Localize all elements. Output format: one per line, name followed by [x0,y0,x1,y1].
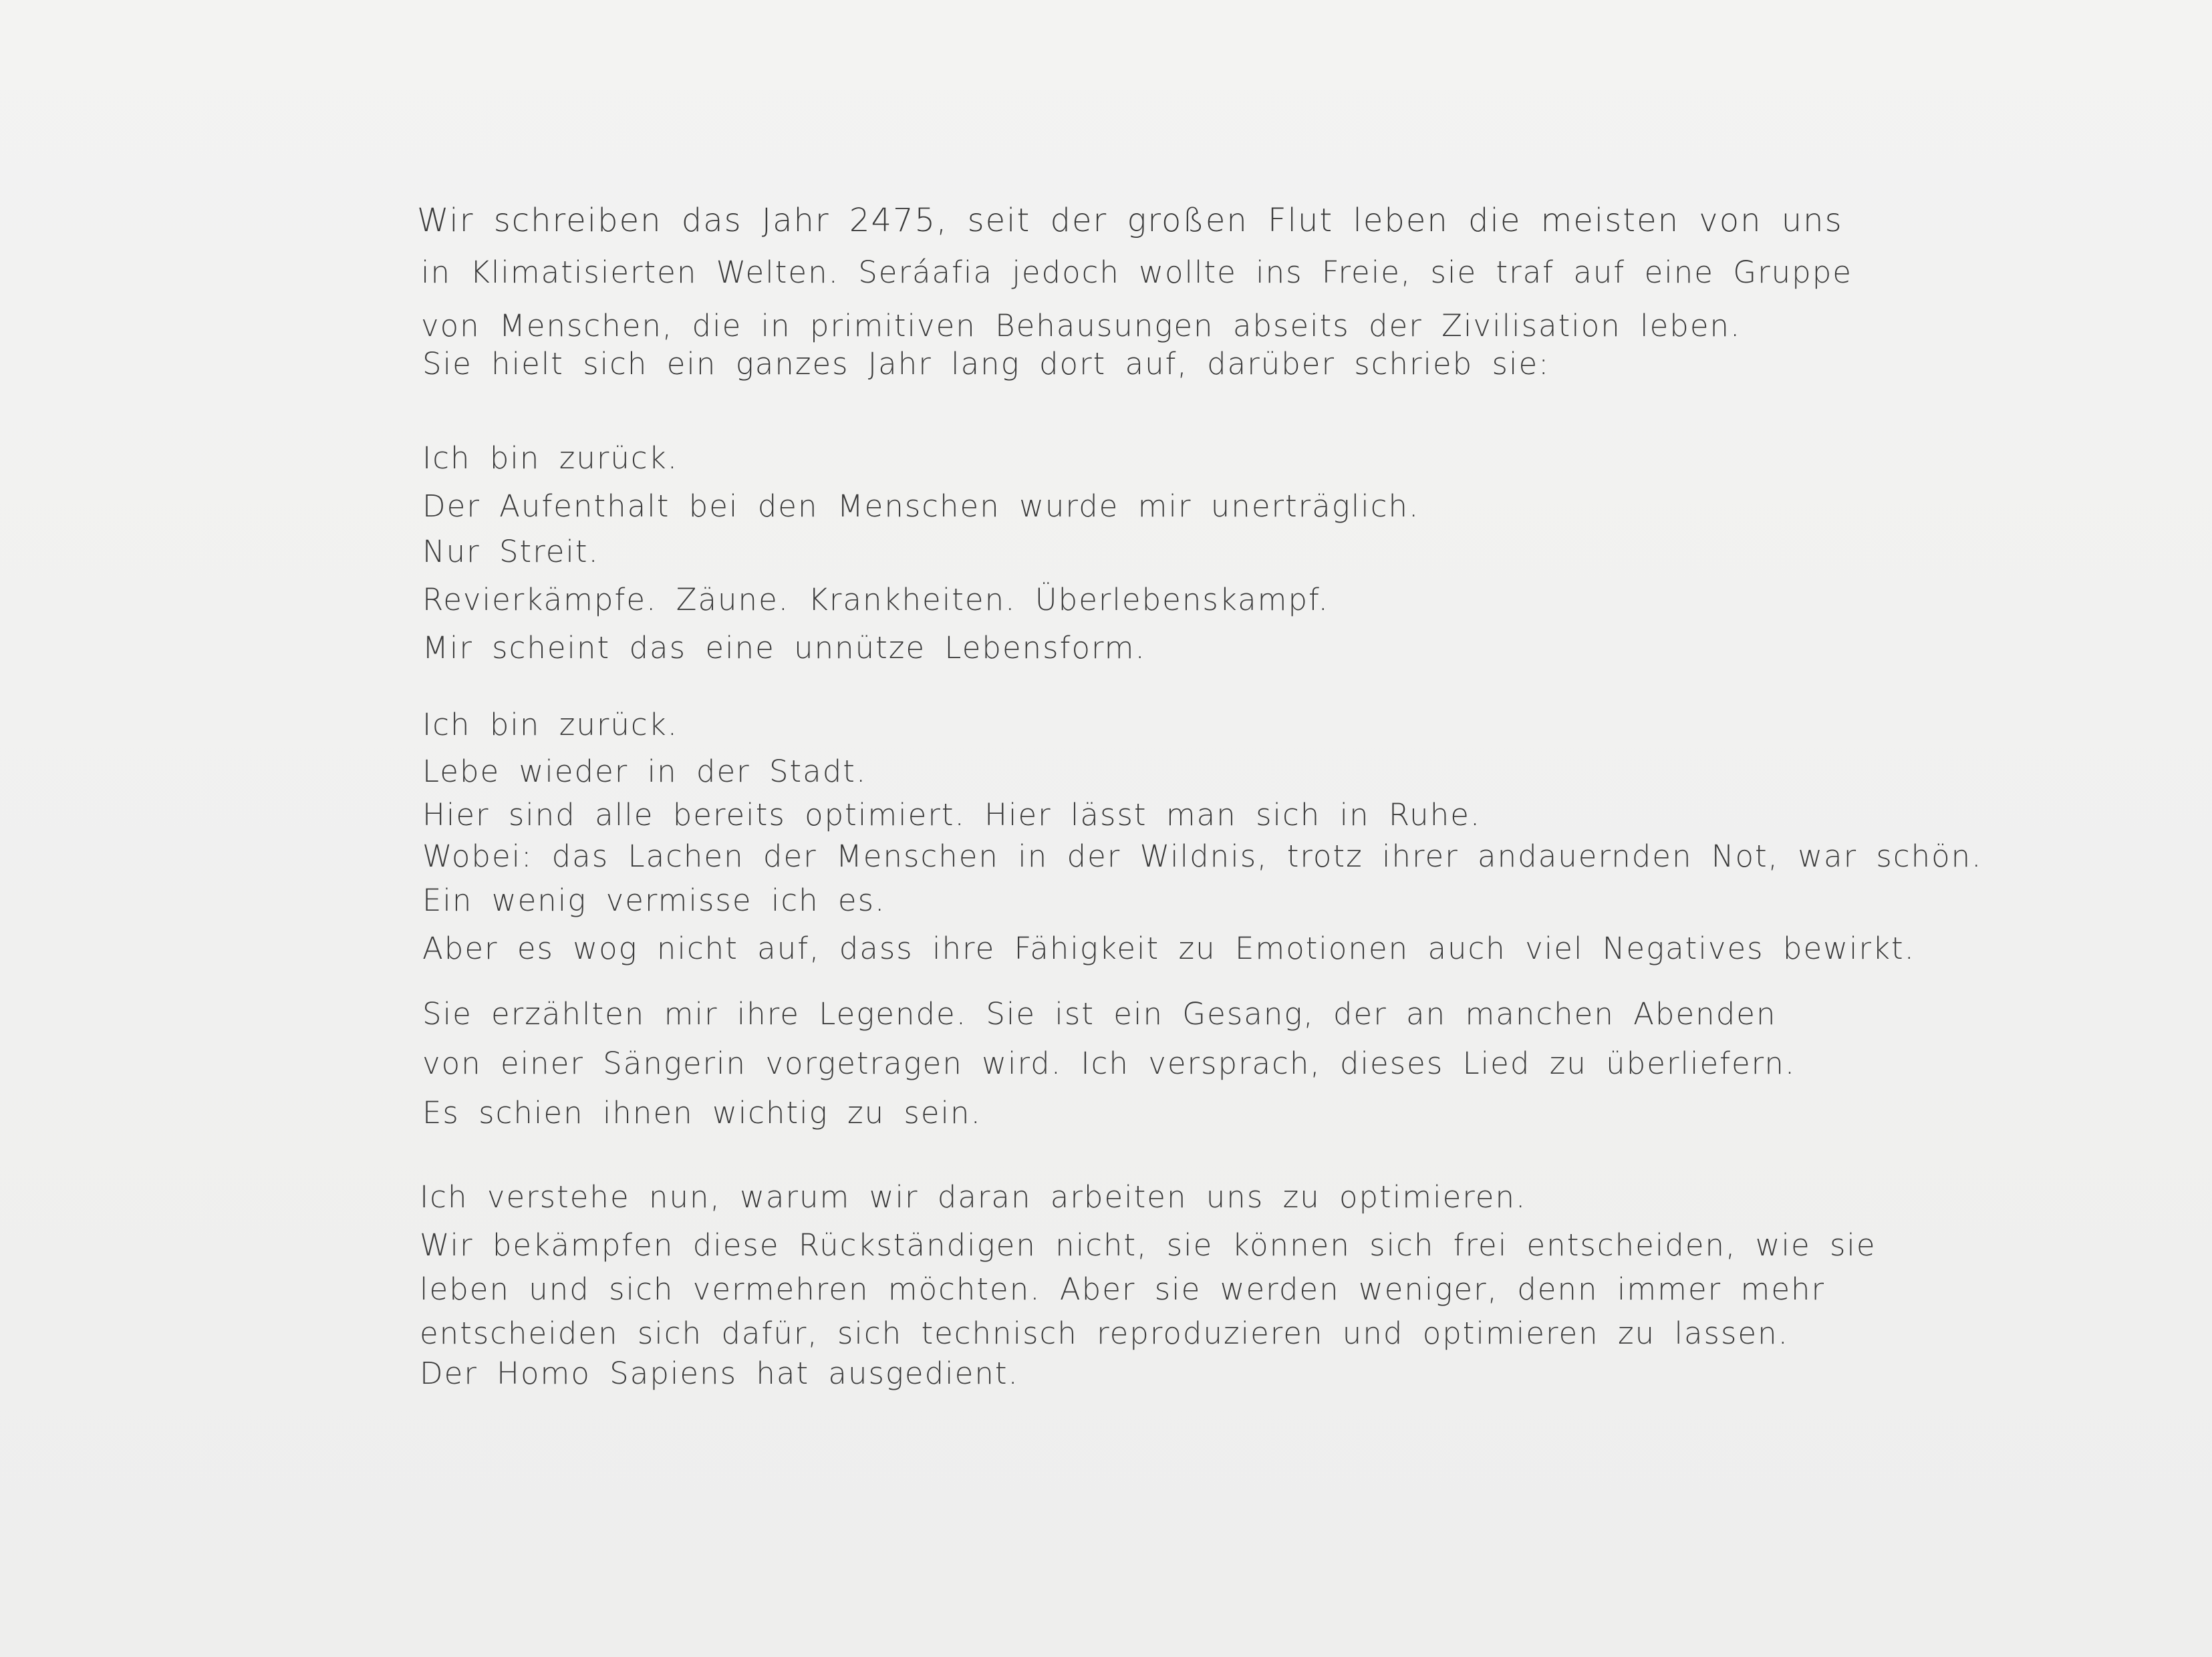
intro-line-1: Wir schreiben das Jahr 2475, seit der großen Flut leben die meisten von uns [417,202,1843,239]
p2-line-5: Ein wenig vermisse ich es. [422,883,886,918]
p1-line-4: Revierkämpfe. Zäune. Krankheiten. Überlebenskampf. [422,582,1329,617]
intro-line-4: Sie hielt sich ein ganzes Jahr lang dort auf, darüber schrieb sie: [422,346,1550,382]
p4-line-4: entscheiden sich dafür, sich technisch reproduzieren und optimieren zu lassen. [420,1316,1789,1351]
p1-line-2: Der Aufenthalt bei den Menschen wurde mir unerträglich. [422,488,1420,524]
p3-line-3: Es schien ihnen wichtig zu sein. [422,1095,982,1131]
p4-line-2: Wir bekämpfen diese Rückständigen nicht, sie können sich frei entscheiden, wie sie [420,1227,1877,1263]
p4-line-1: Ich verstehe nun, warum wir daran arbeiten uns zu optimieren. [420,1179,1527,1215]
p2-line-4: Wobei: das Lachen der Menschen in der Wildnis, trotz ihrer andauernden Not, war schön. [422,839,1983,874]
p2-line-1: Ich bin zurück. [422,707,678,742]
p1-line-1: Ich bin zurück. [422,440,678,476]
intro-line-2: in Klimatisierten Welten. Seráafia jedoch wollte ins Freie, sie traf auf eine Gruppe [421,255,1852,290]
intro-line-3: von Menschen, die in primitiven Behausungen abseits der Zivilisation leben. [421,308,1742,343]
p4-line-5: Der Homo Sapiens hat ausgedient. [420,1356,1019,1391]
p4-line-3: leben und sich vermehren möchten. Aber sie werden weniger, denn immer mehr [420,1271,1826,1307]
p2-line-2: Lebe wieder in der Stadt. [422,754,867,789]
p1-line-3: Nur Streit. [422,534,599,569]
p1-line-5: Mir scheint das eine unnütze Lebensform. [422,630,1146,665]
p3-line-1: Sie erzählten mir ihre Legende. Sie ist ein Gesang, der an manchen Abenden [422,996,1777,1032]
p2-line-6: Aber es wog nicht auf, dass ihre Fähigkeit zu Emotionen auch viel Negatives bewirkt. [422,931,1915,966]
p3-line-2: von einer Sängerin vorgetragen wird. Ich versprach, dieses Lied zu überliefern. [422,1046,1796,1081]
p2-line-3: Hier sind alle bereits optimiert. Hier lässt man sich in Ruhe. [422,797,1482,833]
